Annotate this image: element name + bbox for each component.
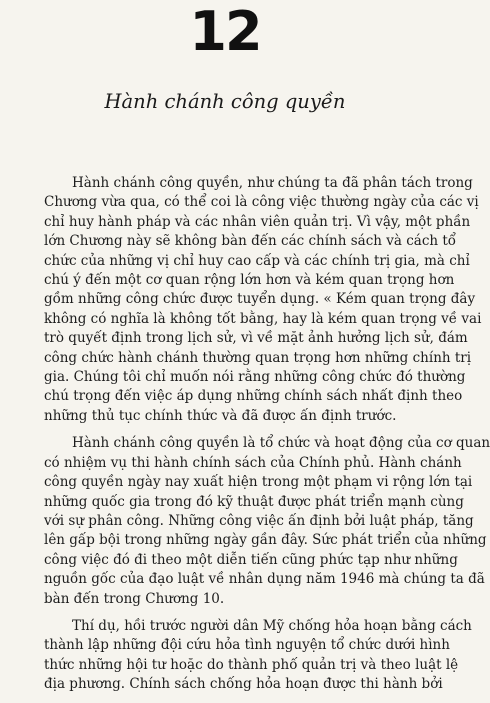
text-line: lớn Chương này sẽ không bàn đến các chính sách và cách tổ [44, 233, 457, 250]
text-line: thành lập những đội cứu hỏa tình nguyện tổ chức dưới hình [44, 637, 450, 654]
paragraph [44, 174, 482, 426]
text-line: công quyền ngày nay xuất hiện trong một phạm vi rộng lớn tại [44, 474, 473, 491]
text-line: công chức hành chánh thường quan trọng hơn những chính trị [44, 349, 472, 366]
text-line: chỉ huy hành pháp và các nhân viên quản trị. Vì vậy, một phần [44, 213, 471, 230]
text-line: có nhiệm vụ thi hành chính sách của Chính phủ. Hành chánh [44, 454, 462, 471]
text-line: chức của những vị chỉ huy cao cấp và các chính trị gia, mà chỉ [44, 252, 470, 269]
text-line: chú ý đến một cơ quan rộng lớn hơn và kém quan trọng hơn [44, 272, 455, 289]
text-line: với sự phân công. Những công việc ấn định bởi luật pháp, tăng [44, 512, 474, 529]
text-line: nguồn gốc của đạo luật về nhân dụng năm 1946 mà chúng ta đã [44, 571, 485, 588]
paragraph [44, 434, 490, 609]
text-line: lên gấp bội trong những ngày gần đây. Sức phát triển của những [44, 532, 487, 549]
text-line: gia. Chúng tôi chỉ muốn nói rằng những công chức đó thường [44, 369, 466, 386]
text-line: công việc đó đi theo một diễn tiến cũng phức tạp như những [44, 551, 458, 568]
text-line: không có nghĩa là không tốt bằng, hay là kém quan trọng về vai [44, 310, 482, 327]
text-line: những thủ tục chính thức và đã được ấn định trước. [44, 407, 397, 424]
text-line: bàn đến trong Chương 10. [44, 590, 225, 607]
text-line: Hành chánh công quyền là tổ chức và hoạt động của cơ quan [72, 435, 490, 452]
text-line: địa phương. Chính sách chống hỏa hoạn được thi hành bởi [44, 676, 443, 693]
body-text [44, 174, 490, 703]
text-line: trò quyết định trong lịch sử, vì về mặt ảnh hưởng lịch sử, đám [44, 330, 468, 347]
text-line: Thí dụ, hồi trước người dân Mỹ chống hỏa hoạn bằng cách [72, 617, 472, 634]
text-line: Hành chánh công quyền, như chúng ta đã phân tách trong [72, 175, 473, 191]
text-line: chú trọng đến việc áp dụng những chính sách nhất định theo [44, 388, 463, 405]
chapter-number: 12 [189, 0, 261, 63]
chapter-title: Hành chánh công quyền [104, 90, 346, 113]
text-line: Chương vừa qua, có thể coi là công việc thường ngày của các vị [44, 194, 479, 211]
text-line: gồm những công chức được tuyển dụng. « Kém quan trọng đây [44, 291, 476, 308]
paragraph [44, 617, 472, 695]
text-line: thức những hội tư hoặc do thành phố quản trị và theo luật lệ [44, 656, 459, 673]
text-line: những quốc gia trong đó kỹ thuật được phát triển mạnh cùng [44, 493, 464, 510]
